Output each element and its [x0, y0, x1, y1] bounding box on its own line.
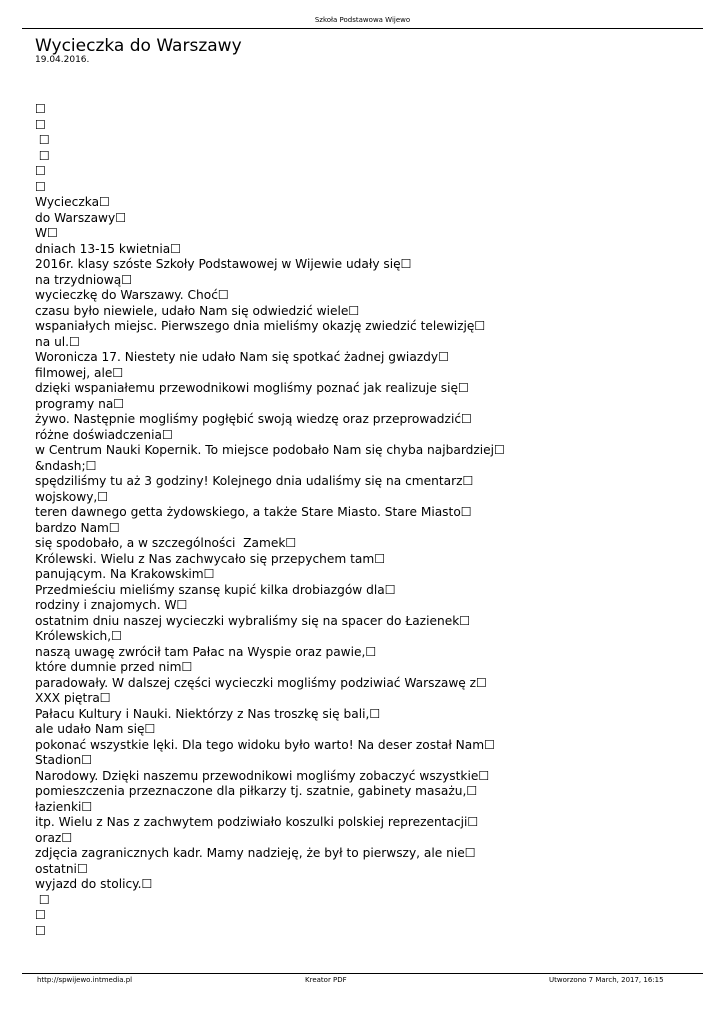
footer-url: http://spwijewo.intmedia.pl	[37, 976, 133, 984]
body-line: W☐	[35, 226, 58, 240]
body-line: Królewski. Wielu z Nas zachwycało się przepychem tam☐	[35, 551, 386, 566]
body-line: żywo. Następnie mogliśmy pogłębić swoją wiedzę oraz przeprowadzić☐	[35, 412, 472, 426]
body-line: ☐	[35, 892, 50, 907]
article-title: Wycieczka do Warszawy	[35, 36, 242, 56]
body-line: ostatnim dniu naszej wycieczki wybraliśmy się na spacer do Łazienek☐	[35, 613, 471, 628]
body-line: dniach 13-15 kwietnia☐	[35, 241, 182, 256]
body-line: ostatni☐	[35, 861, 88, 876]
body-line: itp. Wielu z Nas z zachwytem podziwiało koszulki polskiej reprezentacji☐	[35, 815, 479, 829]
body-line: filmowej, ale☐	[35, 365, 124, 380]
body-line: paradowały. W dalszej części wycieczki mogliśmy podziwiać Warszawę z☐	[35, 675, 487, 690]
body-line: ☐	[35, 164, 46, 178]
body-line: łazienki☐	[35, 799, 93, 814]
body-line: wojskowy,☐	[35, 489, 109, 504]
body-line: wspaniałych miejsc. Pierwszego dnia mieliśmy okazję zwiedzić telewizję☐	[35, 319, 486, 333]
body-line: ☐	[35, 179, 46, 194]
body-line: Stadion☐	[35, 753, 93, 767]
body-line: bardzo Nam☐	[35, 520, 120, 535]
body-line: ☐	[35, 148, 50, 163]
body-line: się spodobało, a w szczególności Zamek☐	[35, 536, 297, 550]
body-line: które dumnie przed nim☐	[35, 660, 193, 674]
body-line: ☐	[35, 117, 46, 132]
body-line: programy na☐	[35, 396, 125, 411]
body-line: 2016r. klasy szóste Szkoły Podstawowej w Wijewie udały się☐	[35, 257, 412, 271]
body-line: w Centrum Nauki Kopernik. To miejsce podobało Nam się chyba najbardziej☐	[35, 443, 505, 457]
body-line: teren dawnego getta żydowskiego, a także Stare Miasto. Stare Miasto☐	[35, 505, 472, 519]
body-line: do Warszawy☐	[35, 210, 127, 225]
body-line: Pałacu Kultury i Nauki. Niektórzy z Nas troszkę się bali,☐	[35, 706, 381, 721]
body-line: wyjazd do stolicy.☐	[35, 877, 153, 891]
body-line: &ndash;☐	[35, 458, 97, 473]
site-title: Szkoła Podstawowa Wijewo	[314, 16, 411, 24]
body-line: panującym. Na Krakowskim☐	[35, 567, 215, 581]
body-line: ☐	[35, 133, 50, 147]
body-line: Wycieczka☐	[35, 195, 110, 209]
body-line: wycieczkę do Warszawy. Choć☐	[35, 288, 229, 302]
body-line: spędziliśmy tu aż 3 godziny! Kolejnego dnia udaliśmy się na cmentarz☐	[35, 474, 474, 488]
body-line: Królewskich,☐	[35, 629, 123, 643]
body-line: dzięki wspaniałemu przewodnikowi mogliśmy poznać jak realizuje się☐	[35, 381, 469, 395]
footer-divider	[22, 973, 703, 974]
body-line: Przedmieściu mieliśmy szansę kupić kilka drobiazgów dla☐	[35, 582, 396, 597]
body-line: czasu było niewiele, udało Nam się odwiedzić wiele☐	[35, 303, 360, 318]
body-line: rodziny i znajomych. W☐	[35, 598, 188, 612]
article-body	[35, 102, 705, 939]
body-line: różne doświadczenia☐	[35, 427, 173, 442]
body-line: na ul.☐	[35, 334, 80, 349]
article-date: 19.04.2016.	[35, 55, 90, 65]
body-line: Woronicza 17. Niestety nie udało Nam się spotkać żadnej gwiazdy☐	[35, 350, 450, 364]
body-line: XXX piętra☐	[35, 691, 111, 705]
body-line: pomieszczenia przeznaczone dla piłkarzy tj. szatnie, gabinety masażu,☐	[35, 784, 478, 798]
body-line: pokonać wszystkie lęki. Dla tego widoku było warto! Na deser został Nam☐	[35, 737, 496, 752]
body-line: ☐	[35, 923, 46, 938]
body-line: naszą uwagę zwrócił tam Pałac na Wyspie oraz pawie,☐	[35, 644, 377, 659]
header-divider	[22, 28, 703, 29]
body-line: ale udało Nam się☐	[35, 722, 156, 736]
body-line: Narodowy. Dzięki naszemu przewodnikowi mogliśmy zobaczyć wszystkie☐	[35, 768, 490, 783]
body-line: zdjęcia zagranicznych kadr. Mamy nadzieję, że był to pierwszy, ale nie☐	[35, 846, 476, 860]
footer-created: Utworzono 7 March, 2017, 16:15	[549, 976, 664, 984]
body-line: ☐	[35, 908, 46, 922]
body-line: oraz☐	[35, 830, 73, 845]
body-line: ☐	[35, 102, 46, 116]
body-line: na trzydniową☐	[35, 272, 133, 287]
footer-generator: Kreator PDF	[305, 976, 347, 984]
